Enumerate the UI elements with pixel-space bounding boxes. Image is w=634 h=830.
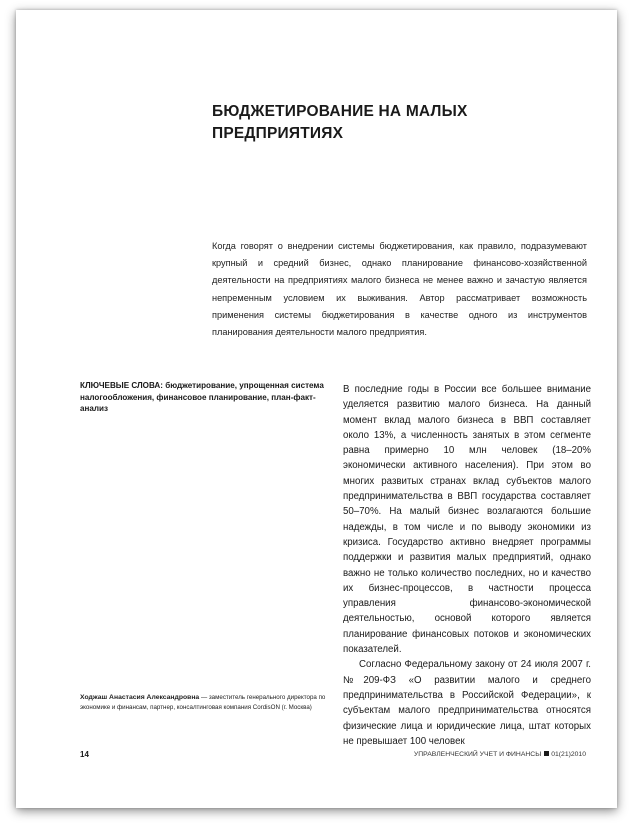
article-title: БЮДЖЕТИРОВАНИЕ НА МАЛЫХ ПРЕДПРИЯТИЯХ: [212, 103, 468, 142]
article-body: [343, 382, 591, 749]
body-paragraph: Согласно Федеральному закону от 24 июля 2007 г. №209-ФЗ «О развитии малого и среднего предпринимательства в Российской Федерации», к субъектам малого предпринимательства относятся физические лица и юридические лица, штат которых не превышает 100 человек: [343, 659, 591, 747]
journal-issue: 01(21)2010: [551, 751, 586, 758]
journal-footer: [414, 751, 586, 758]
document-page: [16, 10, 617, 808]
author-name: Ходжаш Анастасия Александровна: [80, 694, 200, 701]
article-abstract: Когда говорят о внедрении системы бюджетирования, как правило, подразумевают крупный и средний бизнес, однако планирование финансово-хозяйственной деятельности на предприятиях малого бизнеса не менее важно и зачастую является непременным условием их выживания. Автор рассматривает возможность применения системы бюджетирования в качестве одного из инструментов планирования деятельности малого предприятия.: [212, 241, 587, 338]
article-keywords: КЛЮЧЕВЫЕ СЛОВА: бюджетирование, упрощенная система налогообложения, финансовое планирование, план-факт-анализ: [80, 381, 324, 413]
author-note: [80, 693, 340, 713]
author-info: — заместитель генерального директора по экономике и финансам, партнер, консалтинговая компания CordisON (г. Москва): [80, 694, 326, 711]
body-paragraph: В последние годы в России все большее внимание уделяется развитию малого бизнеса. На данный момент вклад малого бизнеса в ВВП составляет около 13%, а численность занятых в этом сегменте равна примерно 10 млн человек (18–20% экономически активного населения). При этом во многих развитых странах вклад субъектов малого предпринимательства в ВВП государства составляет 50–70%. На малый бизнес возлагаются большие надежды, в том числе и по выводу экономики из кризиса. Государство активно внедряет программы поддержки и развития малых предприятий, однако важно не только количество последних, но и качество их бизнес-процессов, в частности процесса управления финансово-экономической деятельностью, основой которого является планирование финансовых потоков и экономических показателей.: [343, 384, 591, 656]
journal-name: УПРАВЛЕНЧЕСКИЙ УЧЕТ И ФИНАНСЫ: [413, 751, 542, 758]
square-bullet-icon: [544, 751, 549, 756]
page-number: 14: [80, 750, 89, 759]
